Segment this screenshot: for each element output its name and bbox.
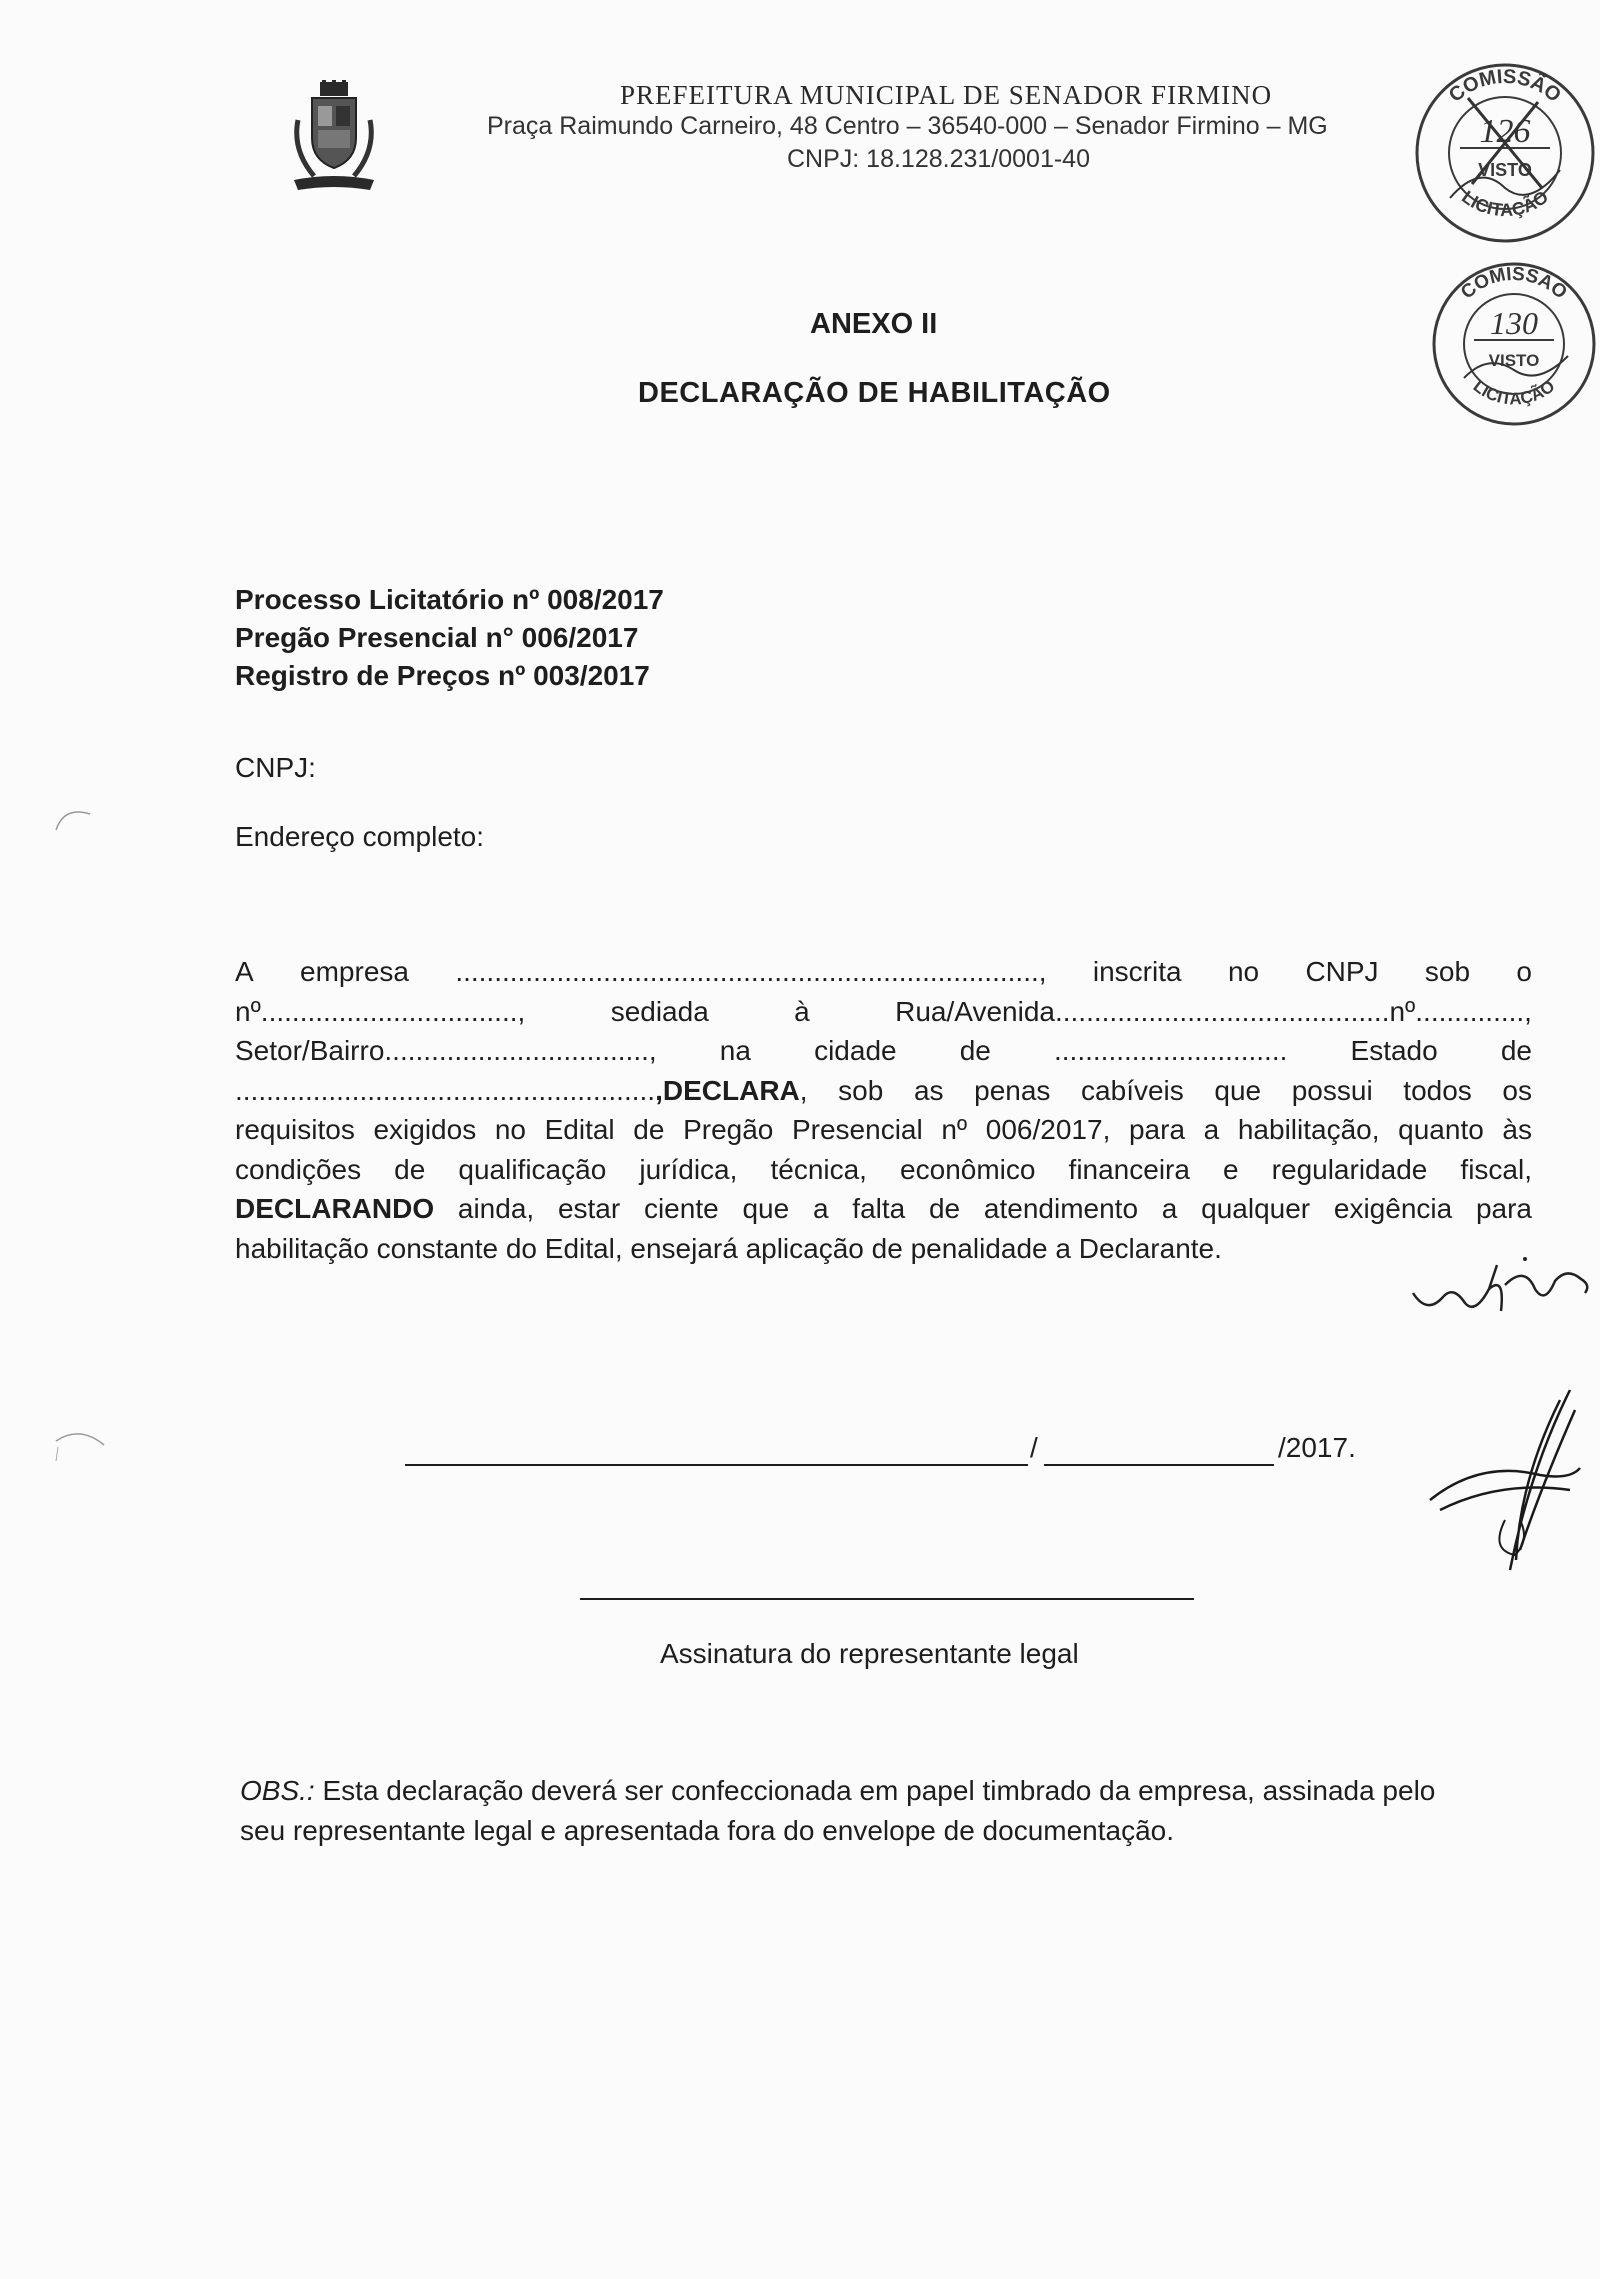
- municipality-cnpj: CNPJ: 18.128.231/0001-40: [787, 145, 1090, 173]
- stamp-bottom-text: LICITAÇÃO: [1458, 186, 1552, 221]
- company-name-blank: ...........................................................................,: [455, 956, 1047, 987]
- date-month-line: [1044, 1464, 1274, 1466]
- scan-margin-mark-icon: [50, 1425, 110, 1465]
- svg-text:LICITAÇÃO: [1470, 376, 1559, 408]
- body-word: de: [959, 1035, 991, 1066]
- body-word: Estado: [1350, 1035, 1438, 1066]
- commission-stamp-126: [1410, 58, 1600, 248]
- district-blank: Setor/Bairro..................................,: [235, 1035, 657, 1066]
- stamp-page-number: 130: [1490, 305, 1538, 341]
- body-word: CNPJ: [1305, 956, 1379, 987]
- stamp-bottom-text: LICITAÇÃO: [1469, 376, 1559, 409]
- street-blank: Rua/Avenida...........................................nº..............,: [895, 995, 1532, 1027]
- body-word: A: [235, 956, 254, 987]
- cnpj-number-blank: nº.................................,: [235, 995, 526, 1027]
- body-text-segment: , sob as penas cabíveis que possui todos os: [799, 1074, 1532, 1106]
- municipality-name: PREFEITURA MUNICIPAL DE SENADOR FIRMINO: [620, 80, 1273, 110]
- declarando-keyword: DECLARANDO: [235, 1193, 435, 1224]
- obs-label: OBS.:: [240, 1775, 315, 1806]
- body-line-2: [235, 992, 1532, 1032]
- svg-text:COMISSÃO: [1445, 66, 1565, 107]
- stamp-top-text: COMISSÃO: [1444, 65, 1565, 107]
- declaration-title: DECLARAÇÃO DE HABILITAÇÃO: [638, 377, 1111, 409]
- handwritten-signature-icon: [1420, 1380, 1590, 1580]
- signature-line: [580, 1598, 1194, 1600]
- declaration-body: [235, 952, 1532, 1268]
- stamp-page-number: 126: [1479, 113, 1531, 150]
- body-line-4: [235, 1071, 1532, 1111]
- body-word: de: [1500, 1035, 1532, 1066]
- body-word: o: [1516, 956, 1532, 987]
- body-word: na: [719, 1035, 751, 1066]
- date-year: /2017.: [1278, 1432, 1356, 1463]
- svg-text:COMISSÃO: [1457, 264, 1571, 304]
- municipality-address: Praça Raimundo Carneiro, 48 Centro – 36540-000 – Senador Firmino – MG: [487, 112, 1328, 140]
- auction-number: Pregão Presencial n° 006/2017: [235, 622, 639, 653]
- declara-keyword: ,DECLARA: [655, 1074, 800, 1106]
- stamp-visto-text: VISTO: [1478, 160, 1532, 180]
- body-word: à: [794, 995, 810, 1027]
- state-blank: ......................................................: [235, 1074, 656, 1106]
- commission-stamp-130: [1428, 258, 1600, 430]
- signature-caption: Assinatura do representante legal: [660, 1638, 1079, 1669]
- annex-title: ANEXO II: [810, 308, 938, 340]
- price-registry-number: Registro de Preços nº 003/2017: [235, 660, 650, 691]
- body-line-5: requisitos exigidos no Edital de Pregão Presencial nº 006/2017, para a habilitação, quanto às: [235, 1114, 1532, 1145]
- date-separator: /: [1030, 1432, 1038, 1463]
- obs-text: Esta declaração deverá ser confeccionada em papel timbrado da empresa, assinada pelo seu representante legal e apresentada fora do envelope de documentação.: [240, 1775, 1436, 1846]
- date-day-month-line: [405, 1464, 1028, 1466]
- city-blank: ..............................: [1054, 1035, 1288, 1066]
- process-number: Processo Licitatório nº 008/2017: [235, 584, 664, 615]
- body-line-7: [235, 1189, 1532, 1229]
- body-word: empresa: [300, 956, 409, 987]
- handwritten-initials-icon: [1405, 1245, 1595, 1325]
- body-line-8: habilitação constante do Edital, ensejará aplicação de penalidade a Declarante.: [235, 1232, 1222, 1264]
- body-word: sediada: [610, 995, 709, 1027]
- body-line-3: [235, 1031, 1532, 1071]
- stamp-visto-text: VISTO: [1488, 351, 1540, 370]
- address-field-label: Endereço completo:: [235, 821, 485, 852]
- body-text-segment: ainda, estar ciente que a falta de atendimento a qualquer exigência para: [434, 1193, 1532, 1224]
- body-line-1: [235, 952, 1532, 992]
- body-word: no: [1227, 956, 1260, 987]
- body-line-6: condições de qualificação jurídica, técnica, econômico financeira e regularidade fiscal,: [235, 1153, 1532, 1185]
- scan-margin-mark-icon: [50, 800, 100, 840]
- body-word: inscrita: [1092, 956, 1182, 987]
- svg-text:LICITAÇÃO: [1458, 187, 1552, 221]
- body-word: cidade: [814, 1035, 897, 1066]
- observation-note: [240, 1771, 1480, 1851]
- cnpj-field-label: CNPJ:: [235, 752, 316, 783]
- stamp-top-text: COMISSÃO: [1457, 263, 1571, 304]
- coat-of-arms-icon: [286, 80, 382, 196]
- body-word: sob: [1424, 956, 1471, 987]
- procurement-references: [235, 581, 664, 695]
